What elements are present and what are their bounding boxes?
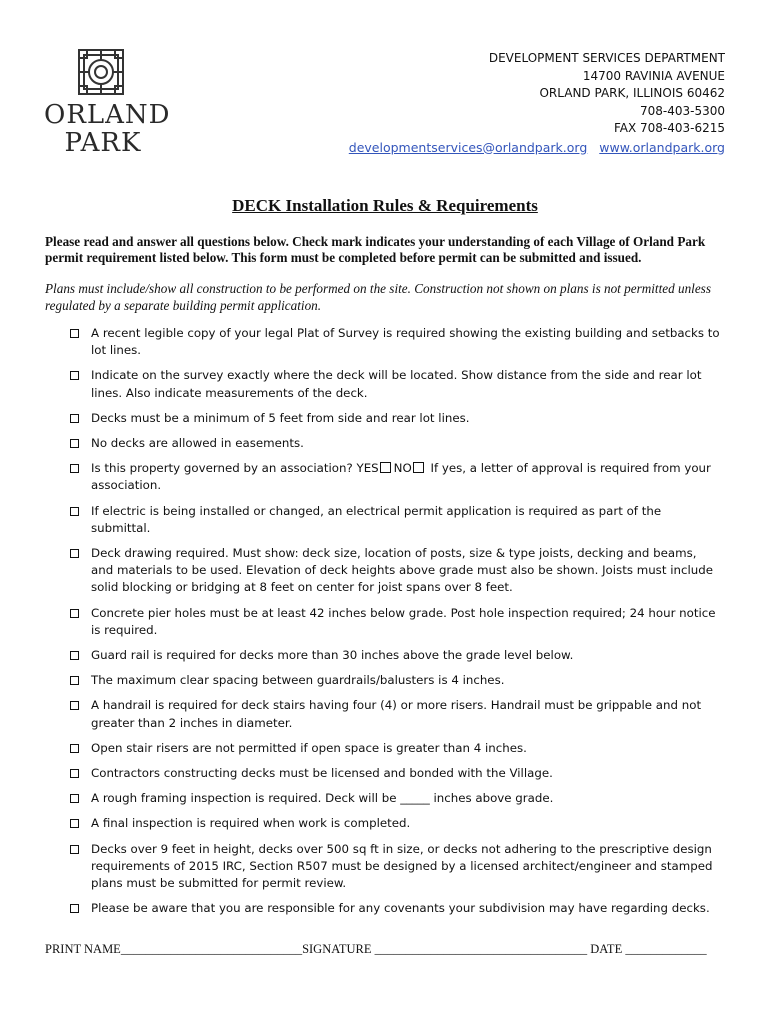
checklist-item bbox=[70, 815, 720, 832]
no-checkbox[interactable] bbox=[413, 462, 424, 473]
checklist-item bbox=[70, 605, 720, 639]
checklist-item-text: A final inspection is required when work is completed. bbox=[91, 816, 411, 831]
checklist-item-text: Decks must be a minimum of 5 feet from side and rear lot lines. bbox=[91, 410, 470, 425]
plans-note: Plans must include/show all construction to be performed on the site. Construction not shown on plans is not permitted unless regulated by a separate building permit application. bbox=[45, 281, 711, 313]
contact-block bbox=[349, 50, 725, 157]
orland-park-emblem-icon bbox=[76, 47, 126, 97]
checklist-item-text: No decks are allowed in easements. bbox=[91, 436, 304, 451]
checkbox[interactable] bbox=[70, 439, 79, 448]
signature-line: PRINT NAME_____________________________SIGNATURE __________________________________ DATE _____________ bbox=[45, 942, 707, 956]
page-title: DECK Installation Rules & Requirements bbox=[232, 196, 538, 215]
checkbox[interactable] bbox=[70, 819, 79, 828]
checklist-item bbox=[70, 503, 720, 537]
no-label: NO bbox=[393, 461, 412, 476]
checkbox[interactable] bbox=[70, 676, 79, 685]
checklist-item-text: Indicate on the survey exactly where the deck will be located. Show distance from the side and rear lot lines. Also indicate measurements of the deck. bbox=[91, 368, 702, 400]
contact-links bbox=[349, 139, 725, 158]
yes-checkbox[interactable] bbox=[380, 462, 391, 473]
checkbox[interactable] bbox=[70, 414, 79, 423]
checkbox[interactable] bbox=[70, 609, 79, 618]
checklist-item-text: Deck drawing required. Must show: deck size, location of posts, size & type joists, decking and beams, and materials to be used. Elevation of deck heights above grade must also be shown. Joists must include solid blocking or bridging at 8 feet on center for joist spans over 8 feet. bbox=[91, 546, 713, 595]
checklist-item bbox=[70, 367, 720, 401]
yes-label: YES bbox=[356, 461, 379, 476]
website-link[interactable]: www.orlandpark.org bbox=[599, 139, 725, 155]
checklist-item bbox=[70, 545, 720, 597]
checklist-item-association bbox=[70, 460, 720, 494]
checklist-item bbox=[70, 647, 720, 664]
checklist-item bbox=[70, 697, 720, 731]
checklist-item bbox=[70, 841, 720, 893]
logo-word-park: PARK bbox=[64, 128, 142, 158]
checkbox[interactable] bbox=[70, 769, 79, 778]
checkbox[interactable] bbox=[70, 507, 79, 516]
checklist-item bbox=[70, 672, 720, 689]
checkbox[interactable] bbox=[70, 371, 79, 380]
orland-park-logo bbox=[44, 47, 171, 158]
checklist-item-text: Please be aware that you are responsible for any covenants your subdivision may have regarding decks. bbox=[91, 901, 710, 916]
city-state-zip: ORLAND PARK, ILLINOIS 60462 bbox=[539, 86, 725, 100]
checklist-item-text: A handrail is required for deck stairs having four (4) or more risers. Handrail must be grippable and not greater than 2 inches in diameter. bbox=[91, 698, 702, 730]
checklist-item bbox=[70, 900, 720, 917]
intro-instructions: Please read and answer all questions below. Check mark indicates your understanding of each Village of Orland Park permit requirement listed below. This form must be completed before permit can be submitted and issued. bbox=[45, 234, 706, 265]
checkbox[interactable] bbox=[70, 651, 79, 660]
checklist-item bbox=[70, 435, 720, 452]
checklist-item-text: The maximum clear spacing between guardrails/balusters is 4 inches. bbox=[91, 673, 505, 688]
logo-word-orland: ORLAND bbox=[44, 100, 171, 130]
phone-number: 708-403-5300 bbox=[639, 103, 725, 118]
association-note: If yes, a letter of approval is required from your association. bbox=[91, 461, 711, 493]
checklist-item bbox=[70, 790, 720, 807]
checkbox[interactable] bbox=[70, 549, 79, 558]
checkbox[interactable] bbox=[70, 329, 79, 338]
checklist-item-text: If electric is being installed or changed, an electrical permit application is required as part of the submittal. bbox=[91, 503, 662, 535]
street-address: 14700 RAVINIA AVENUE bbox=[582, 68, 725, 83]
checklist-item bbox=[70, 765, 720, 782]
checkbox[interactable] bbox=[70, 845, 79, 854]
checklist-item-text: A rough framing inspection is required. Deck will be _____ inches above grade. bbox=[91, 791, 554, 806]
department-name: DEVELOPMENT SERVICES DEPARTMENT bbox=[488, 51, 725, 65]
checkbox[interactable] bbox=[70, 701, 79, 710]
checklist-item bbox=[70, 740, 720, 757]
checkbox[interactable] bbox=[70, 744, 79, 753]
email-link[interactable]: developmentservices@orlandpark.org bbox=[348, 139, 588, 155]
checklist-item-text: Contractors constructing decks must be licensed and bonded with the Village. bbox=[91, 766, 553, 781]
checklist-item bbox=[70, 325, 720, 359]
checklist-item-text: A recent legible copy of your legal Plat of Survey is required showing the existing building and setbacks to lot lines. bbox=[91, 326, 720, 358]
checklist-item bbox=[70, 410, 720, 427]
association-question: Is this property governed by an association? bbox=[91, 461, 357, 476]
checklist-item-text: Concrete pier holes must be at least 42 inches below grade. Post hole inspection required; 24 hour notice is required. bbox=[91, 605, 716, 637]
checklist-item-text: Guard rail is required for decks more than 30 inches above the grade level below. bbox=[91, 648, 574, 663]
checkbox[interactable] bbox=[70, 464, 79, 473]
checkbox[interactable] bbox=[70, 904, 79, 913]
checkbox[interactable] bbox=[70, 794, 79, 803]
checklist-item-text: Open stair risers are not permitted if open space is greater than 4 inches. bbox=[91, 740, 527, 755]
requirements-checklist bbox=[70, 325, 720, 925]
fax-number: FAX 708-403-6215 bbox=[613, 121, 725, 135]
checklist-item-text: Decks over 9 feet in height, decks over 500 sq ft in size, or decks not adhering to the prescriptive design requirements of 2015 IRC, Section R507 must be designed by a licensed architect/engineer and stamped plans must be submitted for permit review. bbox=[91, 841, 713, 891]
